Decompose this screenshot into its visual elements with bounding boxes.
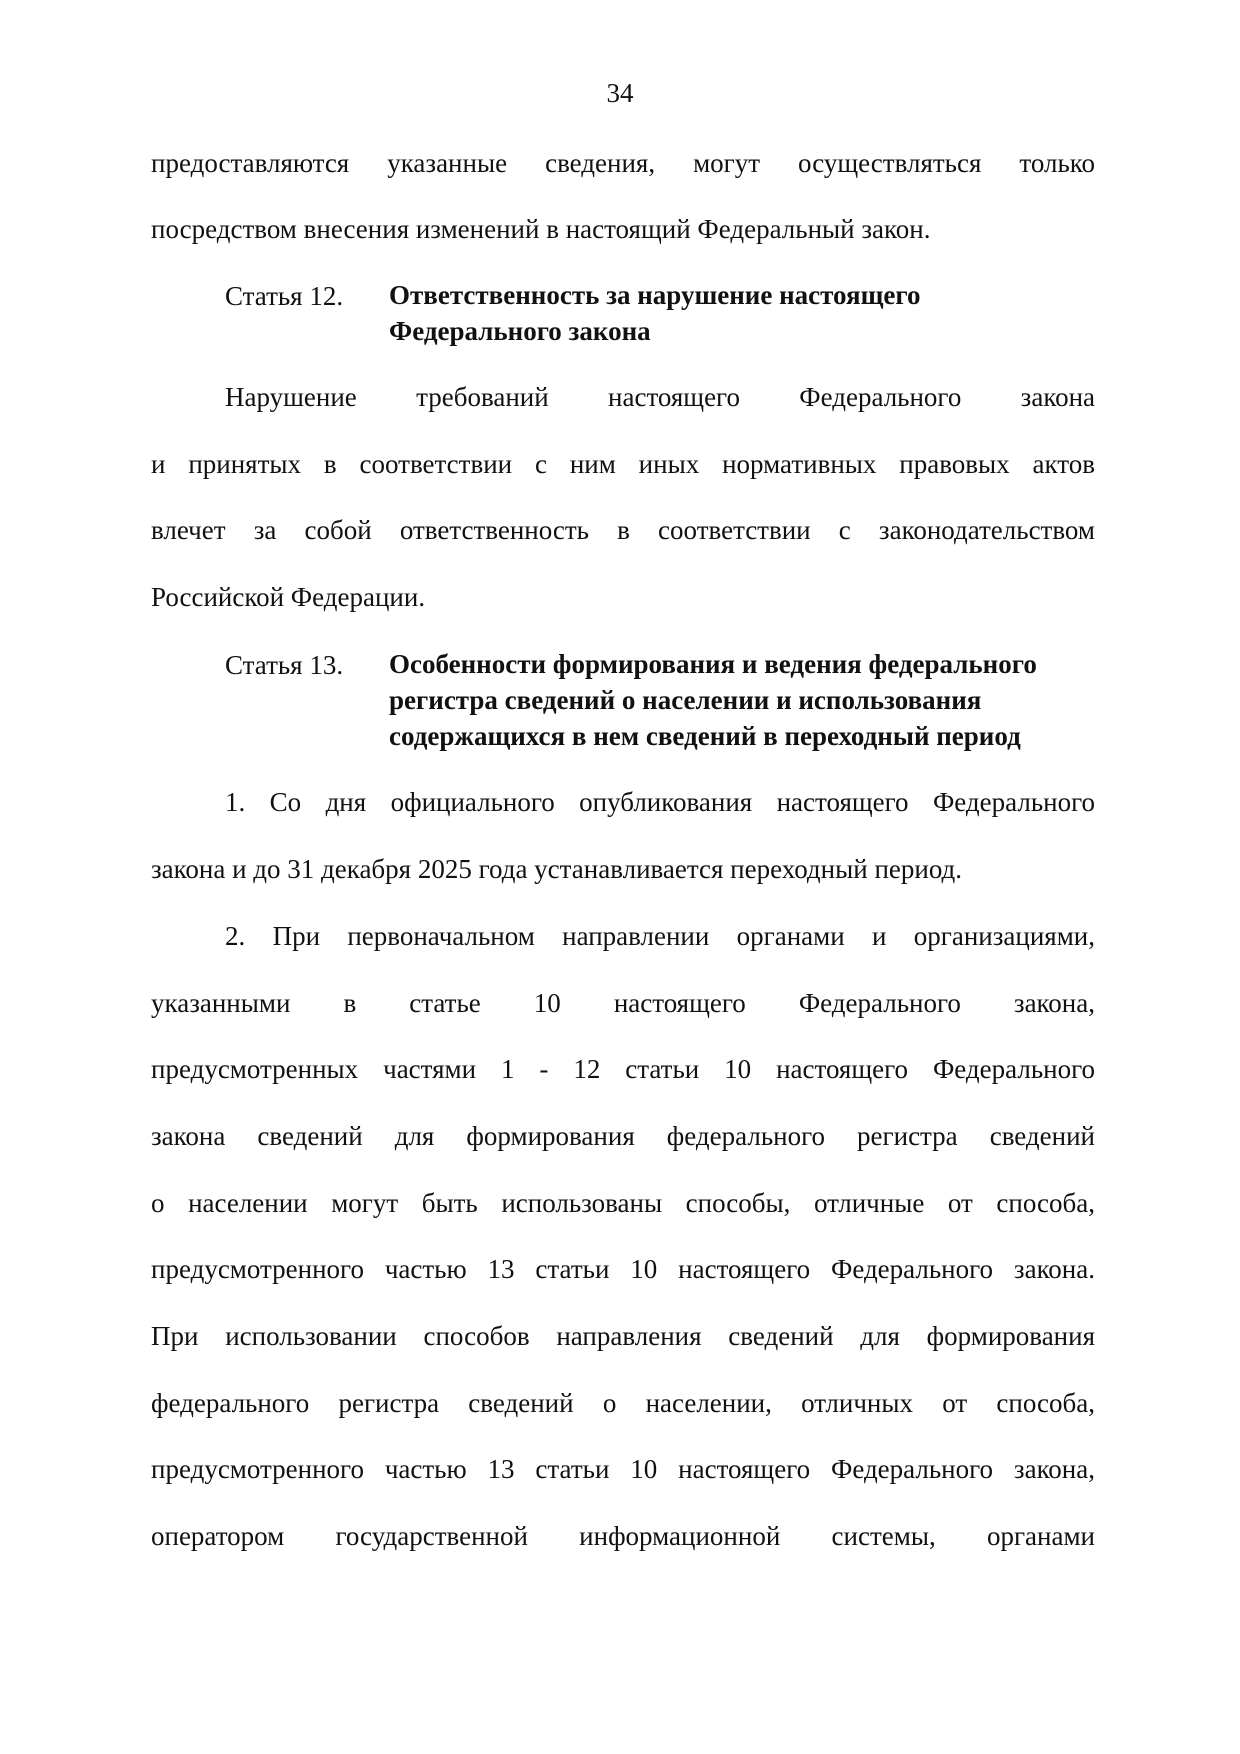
article-12-title-line-1: Ответственность за нарушение настоящего bbox=[389, 280, 921, 310]
article-13-p2-line-10: оператором государственной информационной системы, органами bbox=[151, 1521, 1095, 1551]
article-13-p2-line-9: предусмотренного частью 13 статьи 10 настоящего Федерального закона, bbox=[151, 1454, 1095, 1484]
article-13-title bbox=[389, 646, 1109, 754]
article-13-p1-line-1: 1. Со дня официального опубликования настоящего Федерального bbox=[225, 787, 1095, 817]
article-13-p1-line-2: закона и до 31 декабря 2025 года устанавливается переходный период. bbox=[151, 854, 963, 884]
article-13-p2-line-7: При использовании способов направления сведений для формирования bbox=[151, 1321, 1095, 1351]
article-12-title-line-2: Федерального закона bbox=[389, 316, 651, 346]
article-12-title bbox=[389, 277, 1109, 349]
article-12-line-4: Российской Федерации. bbox=[151, 582, 426, 612]
article-12-line-1: Нарушение требований настоящего Федерального закона bbox=[225, 382, 1095, 412]
article-13-p2-line-6: предусмотренного частью 13 статьи 10 настоящего Федерального закона. bbox=[151, 1254, 1095, 1284]
article-13-p2-line-4: закона сведений для формирования федерального регистра сведений bbox=[151, 1121, 1095, 1151]
continuation-line-2: посредством внесения изменений в настоящий Федеральный закон. bbox=[151, 214, 931, 244]
article-13-p2-line-5: о населении могут быть использованы способы, отличные от способа, bbox=[151, 1188, 1095, 1218]
article-12-line-3: влечет за собой ответственность в соответствии с законодательством bbox=[151, 515, 1095, 545]
article-12-line-2: и принятых в соответствии с ним иных нормативных правовых актов bbox=[151, 449, 1095, 479]
article-12-label: Статья 12. bbox=[225, 281, 344, 311]
article-13-title-line-1: Особенности формирования и ведения федерального bbox=[389, 649, 1037, 679]
continuation-line-1: предоставляются указанные сведения, могут осуществляться только bbox=[151, 148, 1095, 178]
article-13-title-line-3: содержащихся в нем сведений в переходный период bbox=[389, 721, 1021, 751]
article-13-p2-line-1: 2. При первоначальном направлении органами и организациями, bbox=[225, 921, 1095, 951]
page-number: 34 bbox=[606, 78, 634, 108]
article-13-p2-line-8: федерального регистра сведений о населении, отличных от способа, bbox=[151, 1388, 1095, 1418]
article-13-p2-line-2: указанными в статье 10 настоящего Федерального закона, bbox=[151, 988, 1095, 1018]
article-13-label: Статья 13. bbox=[225, 650, 344, 680]
article-13-title-line-2: регистра сведений о населении и использования bbox=[389, 685, 982, 715]
article-13-p2-line-3: предусмотренных частями 1 - 12 статьи 10 настоящего Федерального bbox=[151, 1054, 1095, 1084]
